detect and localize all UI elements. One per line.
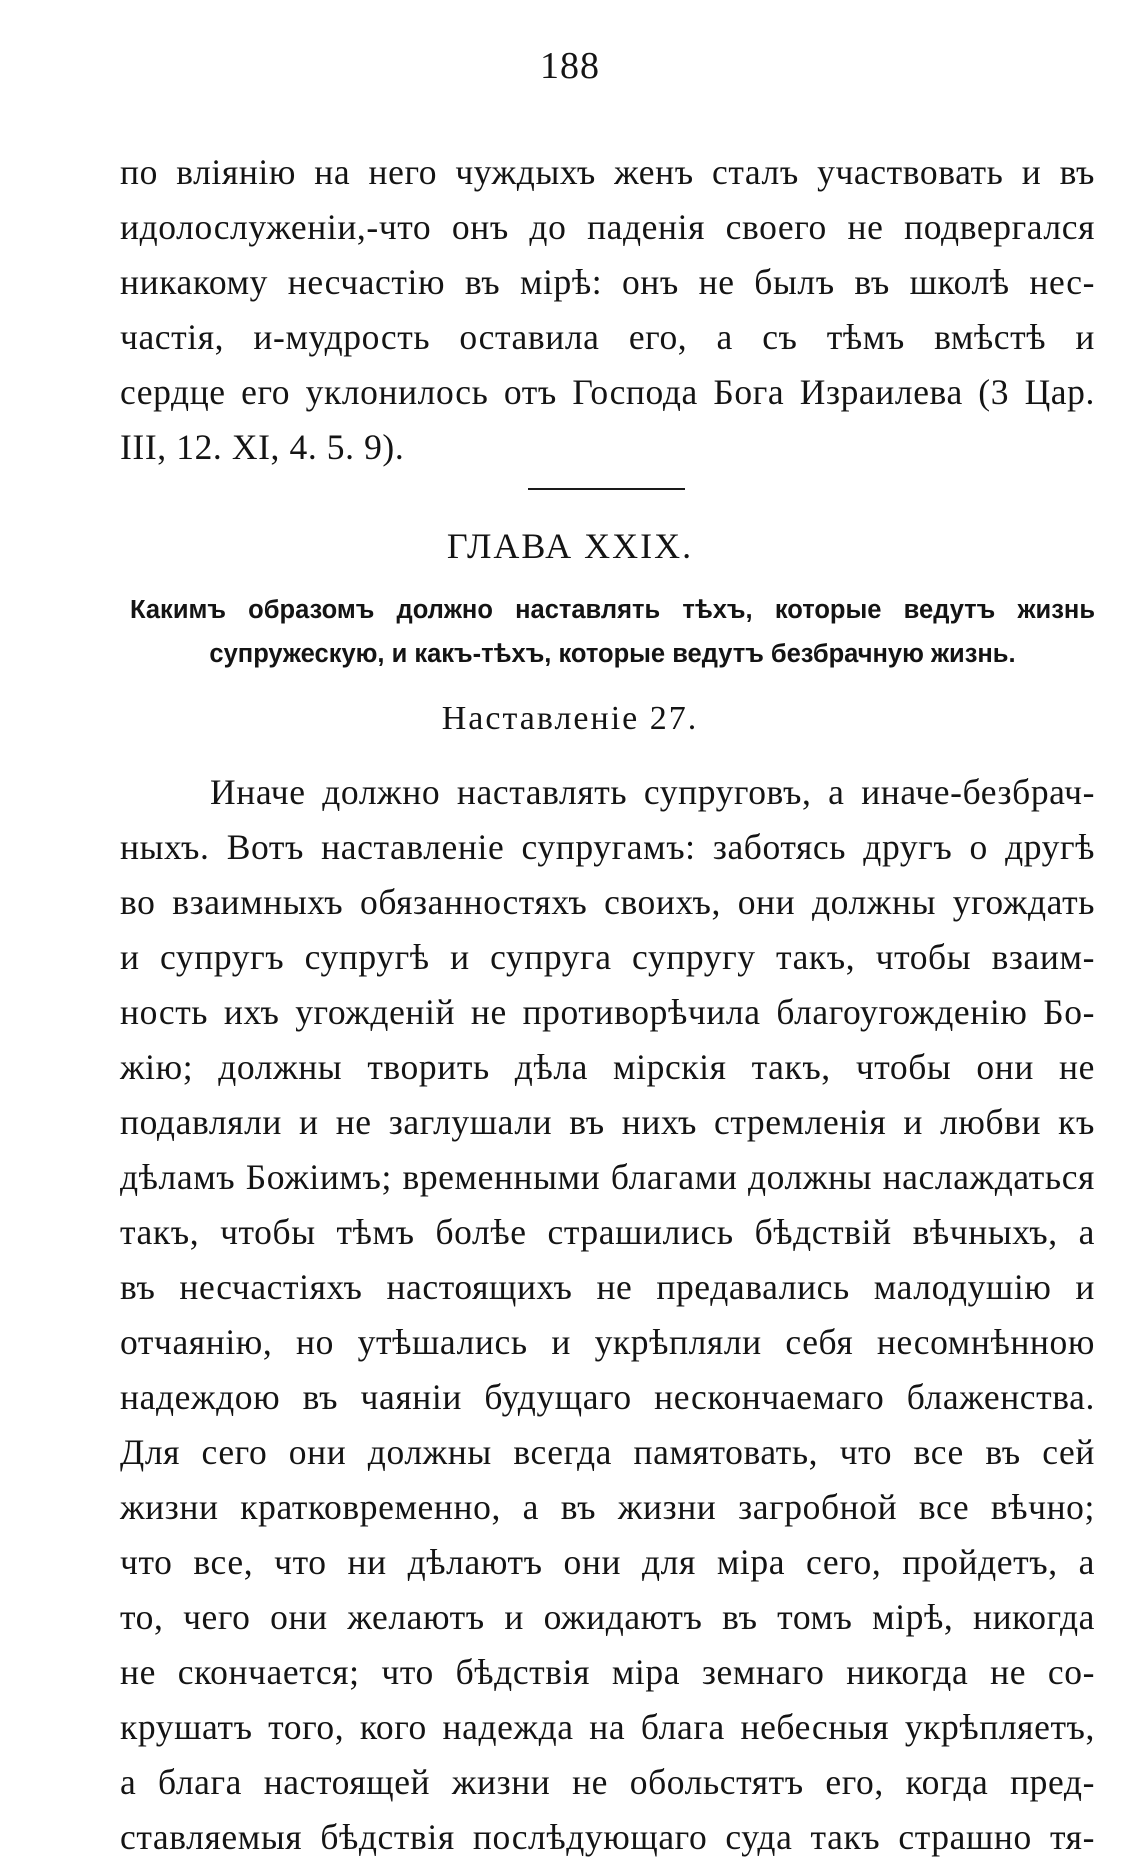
chapter-subtitle [130,588,1095,676]
text-line: а блага настоящей жизни не обольстятъ его, когда пред- [120,1762,1095,1802]
text-line: никакому несчастiю въ мiрѣ: онъ не былъ въ школѣ нес- [120,262,1095,302]
text-line: отчаянiю, но утѣшались и укрѣпляли себя несомнѣнною [120,1322,1095,1362]
text-line: по влiянiю на него чуждыхъ женъ сталъ участвовать и въ [120,152,1095,192]
text-line: дѣламъ Божiимъ; временными благами должны наслаждаться [120,1157,1095,1197]
text-line: жiю; должны творить дѣла мiрскiя такъ, чтобы они не [120,1047,1095,1087]
text-line: идолослуженiи,-что онъ до паденiя своего не подвергался [120,207,1095,247]
section-separator [528,488,685,490]
text-line: то, чего они желаютъ и ожидаютъ въ томъ мiрѣ, никогда [120,1597,1095,1637]
text-line: въ несчастiяхъ настоящихъ не предавались малодушiю и [120,1267,1095,1307]
page-number: 188 [540,45,600,87]
body-paragraph [120,765,1095,1865]
chapter-title: ГЛАВА XXIX. [446,526,694,566]
text-line: надеждою въ чаянiи будущаго нескончаемаго блаженства. [120,1377,1095,1417]
text-line: частiя, и-мудрость оставила его, а съ тѣмъ вмѣстѣ и [120,317,1095,357]
text-line: не скончается; что бѣдствiя мiра земнаго никогда не со- [120,1652,1095,1692]
text-line: подавляли и не заглушали въ нихъ стремленiя и любви къ [120,1102,1095,1142]
text-line: такъ, чтобы тѣмъ болѣе страшились бѣдствiй вѣчныхъ, а [120,1212,1095,1252]
subtitle-line: Какимъ образомъ должно наставлять тѣхъ, которые ведутъ жизнь [130,596,1095,624]
subtitle-line: супружескую, и какъ-тѣхъ, которые ведутъ безбрачную жизнь. [209,640,1016,668]
text-line: крушатъ того, кого надежда на блага небесныя укрѣпляетъ, [120,1707,1095,1747]
section-title: Наставленiе 27. [441,700,699,737]
text-line: ставляемыя бѣдствiя послѣдующаго суда такъ страшно тя- [120,1817,1095,1857]
intro-paragraph [120,145,1095,475]
text-line: сердце его уклонилось отъ Господа Бога Израилева (3 Цар. [120,372,1095,412]
text-line: ныхъ. Вотъ наставленiе супругамъ: заботясь другъ о другѣ [120,827,1095,867]
text-line: и супругъ супругѣ и супруга супругу такъ, чтобы взаим- [120,937,1095,977]
text-line: во взаимныхъ обязанностяхъ своихъ, они должны угождать [120,882,1095,922]
text-line: Для сего они должны всегда памятовать, что все въ сей [120,1432,1095,1472]
text-line: ность ихъ угожденiй не противорѣчила благоугожденiю Бо- [120,992,1095,1032]
text-line: III, 12. XI, 4. 5. 9). [120,427,405,467]
text-line: Иначе должно наставлять супруговъ, а иначе-безбрач- [210,772,1095,812]
text-line: что все, что ни дѣлаютъ они для мiра сего, пройдетъ, а [120,1542,1095,1582]
text-line: жизни кратковременно, а въ жизни загробной все вѣчно; [120,1487,1095,1527]
